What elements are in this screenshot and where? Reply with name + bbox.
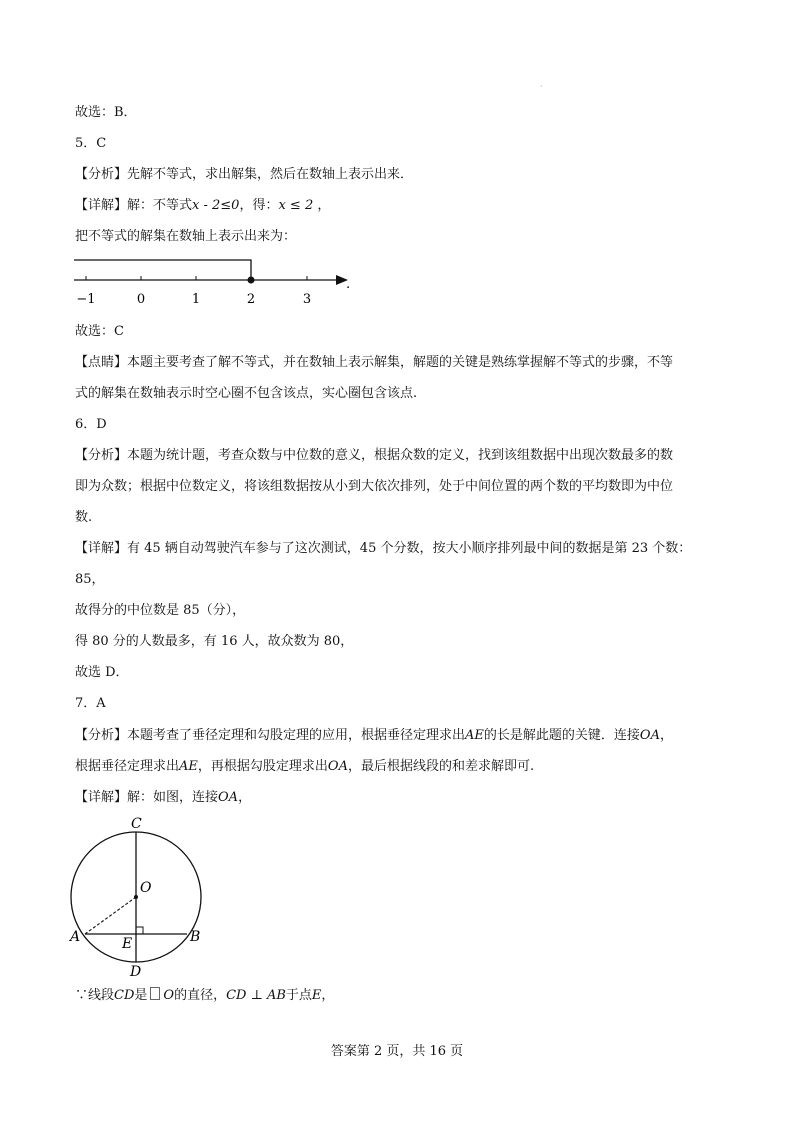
q5-inequality: x - 2≤0 <box>192 198 240 213</box>
q6-choice: 故选 D． <box>75 665 129 680</box>
q7-analysis-2c: ，再根据勾股定理求出 <box>197 759 328 774</box>
q7-detail <box>75 789 251 807</box>
q5-detail-mid: ，得： <box>239 198 279 213</box>
q7-since-a: ∵线段 <box>75 988 115 1003</box>
q6-detail-3: 故得分的中位数是 85（分）， <box>75 603 246 618</box>
axis-label-2: 2 <box>246 292 256 307</box>
q7-analysis-2e: ，最后根据线段的和差求解即可. <box>347 759 535 774</box>
q6-analysis-3: 数. <box>75 510 93 525</box>
right-angle-mark <box>136 927 143 934</box>
q5-comment-1: 【点睛】本题主要考查了解不等式，并在数轴上表示解集，解题的关键是熟练掌握解不等式的步骤，不等 <box>75 355 674 370</box>
axis-label-3: 3 <box>302 292 312 307</box>
q7-since-e: 的直径， <box>174 988 227 1003</box>
q7-analysis-1a: 【分析】本题考查了垂径定理和勾股定理的应用，根据垂径定理求出 <box>75 728 466 743</box>
circle-symbol-placeholder-icon <box>150 987 160 1000</box>
q5-heading: 5．C <box>75 136 107 151</box>
number-line-figure <box>70 252 360 310</box>
q5-axis-intro: 把不等式的解集在数轴上表示出来为： <box>75 229 297 244</box>
q7-analysis-2 <box>75 758 534 776</box>
q7-since-perp: CD ⊥ AB <box>226 988 286 1003</box>
q5-analysis: 【分析】先解不等式，求出解集，然后在数轴上表示出来． <box>75 167 414 182</box>
label-d: D <box>130 964 142 980</box>
label-a: A <box>70 929 81 945</box>
q7-analysis-1c: 的长是解此题的关键．连接 <box>483 728 640 743</box>
q7-since-cd: CD <box>114 988 135 1003</box>
solution-ray <box>74 260 251 280</box>
q7-analysis-2a: 根据垂径定理求出 <box>75 759 180 774</box>
label-b: B <box>190 929 201 945</box>
q6-detail-1: 【详解】有 45 辆自动驾驶汽车参与了这次测试，45 个分数，按大小顺序排列最中间的数据是第 23 个数： <box>75 541 692 556</box>
label-c: C <box>131 816 142 832</box>
axis-label-minus1: −1 <box>76 292 96 307</box>
q7-since-i: ， <box>321 988 335 1003</box>
circle-figure <box>60 810 220 980</box>
q7-analysis-1e: ， <box>659 728 673 743</box>
center-point <box>134 895 138 899</box>
axis-label-1: 1 <box>191 292 201 307</box>
q6-analysis-1: 【分析】本题为统计题，考查众数与中位数的意义，根据众数的定义，找到该组数据中出现次数最多的数 <box>75 448 674 463</box>
q5-comment-2: 式的解集在数轴表示时空心圈不包含该点，实心圈包含该点. <box>75 386 418 401</box>
axis-period: . <box>346 277 351 292</box>
q5-choice: 故选：C <box>75 324 124 339</box>
q7-detail-oa: OA <box>218 790 239 805</box>
q4-choice: 故选：B． <box>75 105 137 120</box>
q7-detail-a: 【详解】解：如图，连接 <box>75 790 219 805</box>
q7-since-g: 于点 <box>285 988 312 1003</box>
q7-since <box>75 987 334 1005</box>
q5-solution: x ≤ 2 <box>278 198 314 213</box>
axis-label-0: 0 <box>136 292 146 307</box>
q7-oa-2: OA <box>327 759 348 774</box>
label-o: O <box>140 880 152 896</box>
q7-since-e-point: E <box>311 988 322 1003</box>
q7-since-o: O <box>163 988 175 1003</box>
q6-detail-2: 85， <box>75 572 105 587</box>
scan-dot: · <box>540 82 543 91</box>
q7-detail-c: ， <box>238 790 252 805</box>
segment-oa <box>85 897 136 934</box>
page-footer: 答案第 2 页，共 16 页 <box>330 1044 464 1059</box>
label-e: E <box>122 936 133 952</box>
q7-oa-1: OA <box>639 728 660 743</box>
q5-detail-prefix: 【详解】解：不等式 <box>75 198 193 213</box>
q7-ae-2: AE <box>179 759 198 774</box>
q7-analysis-1 <box>75 727 673 745</box>
q6-detail-4: 得 80 分的人数最多，有 16 人，故众数为 80， <box>75 634 354 649</box>
q7-since-c: 是 <box>134 988 148 1003</box>
q7-heading: 7．A <box>75 696 106 711</box>
q6-heading: 6．D <box>75 417 107 432</box>
q5-detail <box>75 197 330 215</box>
q6-analysis-2: 即为众数；根据中位数定义，将该组数据按从小到大依次排列，处于中间位置的两个数的平均数即为中位 <box>75 479 674 494</box>
q5-detail-end: ， <box>313 198 331 213</box>
solid-point-2 <box>248 277 255 284</box>
q7-ae-1: AE <box>465 728 484 743</box>
